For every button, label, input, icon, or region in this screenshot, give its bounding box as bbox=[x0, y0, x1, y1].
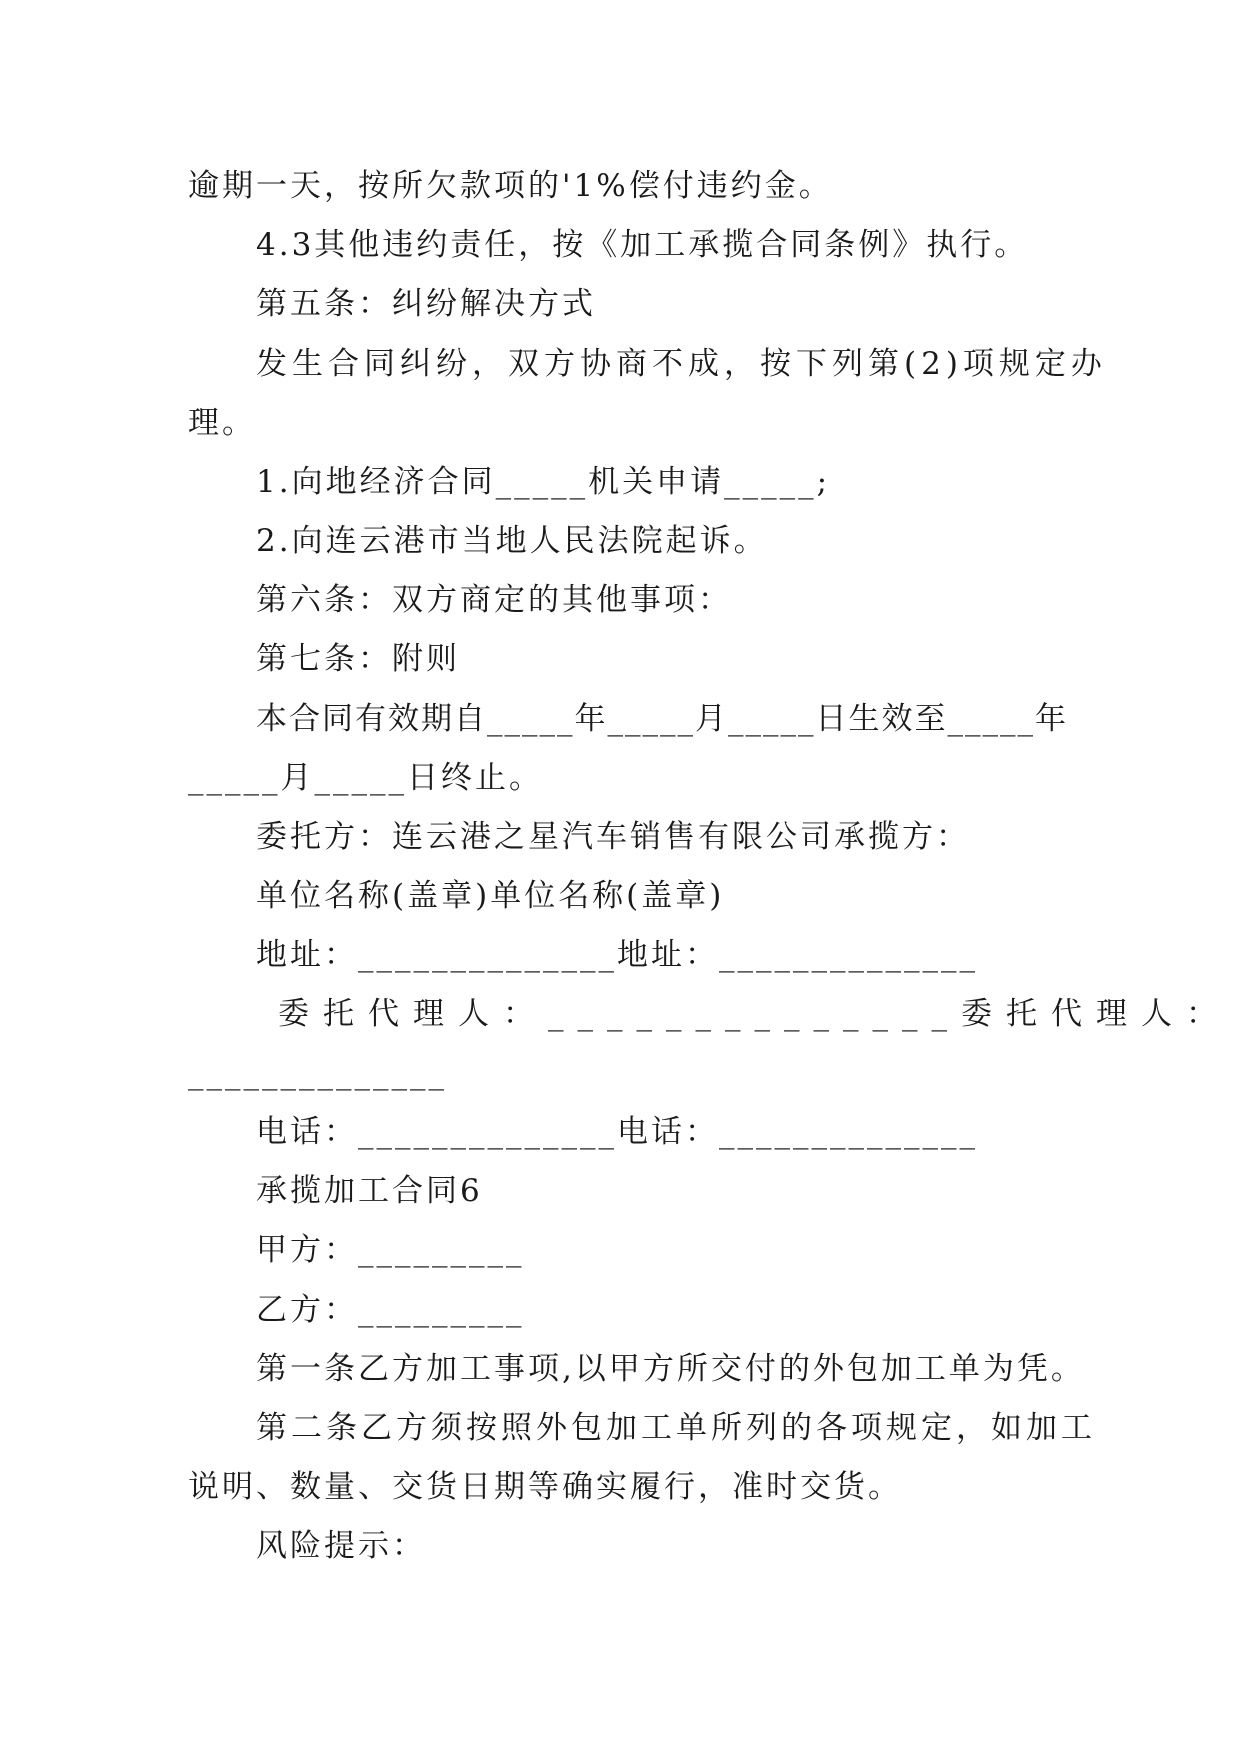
text-line: 委托方：连云港之星汽车销售有限公司承揽方： bbox=[256, 819, 970, 855]
text-line: 本合同有效期自_____年_____月_____日生效至_____年 bbox=[256, 701, 1068, 737]
text-line: 第二条乙方须按照外包加工单所列的各项规定，如加工 bbox=[256, 1410, 1096, 1446]
text-line: 发生合同纠纷，双方协商不成，按下列第(2)项规定办 bbox=[256, 346, 1107, 382]
text-line: 理。 bbox=[188, 405, 256, 441]
section-heading: 第六条：双方商定的其他事项： bbox=[256, 582, 732, 618]
list-item: 1.向地经济合同_____机关申请_____; bbox=[256, 464, 831, 500]
party-a-line: 甲方：_________ bbox=[256, 1232, 525, 1268]
agent-field-line: 委托代理人：______________委托代理人： bbox=[278, 996, 1231, 1032]
section-heading: 第七条：附则 bbox=[256, 641, 460, 677]
blank-line: ______________ bbox=[188, 1055, 447, 1091]
text-line: 逾期一天，按所欠款项的'1%偿付违约金。 bbox=[188, 168, 833, 204]
party-b-line: 乙方：_________ bbox=[256, 1292, 525, 1328]
address-field-line: 地址：______________地址：______________ bbox=[256, 937, 978, 973]
text-line: 4.3其他违约责任，按《加工承揽合同条例》执行。 bbox=[256, 227, 1029, 263]
text-line: 第一条乙方加工事项,以甲方所交付的外包加工单为凭。 bbox=[256, 1351, 1085, 1387]
text-line: _____月_____日终止。 bbox=[188, 760, 543, 796]
text-line: 单位名称(盖章)单位名称(盖章) bbox=[256, 878, 725, 914]
contract-title: 承揽加工合同6 bbox=[256, 1173, 483, 1209]
section-heading: 第五条：纠纷解决方式 bbox=[256, 286, 596, 322]
text-line: 说明、数量、交货日期等确实履行，准时交货。 bbox=[188, 1469, 902, 1505]
phone-field-line: 电话：______________电话：______________ bbox=[256, 1114, 978, 1150]
list-item: 2.向连云港市当地人民法院起诉。 bbox=[256, 523, 768, 559]
section-heading: 风险提示： bbox=[256, 1528, 426, 1564]
